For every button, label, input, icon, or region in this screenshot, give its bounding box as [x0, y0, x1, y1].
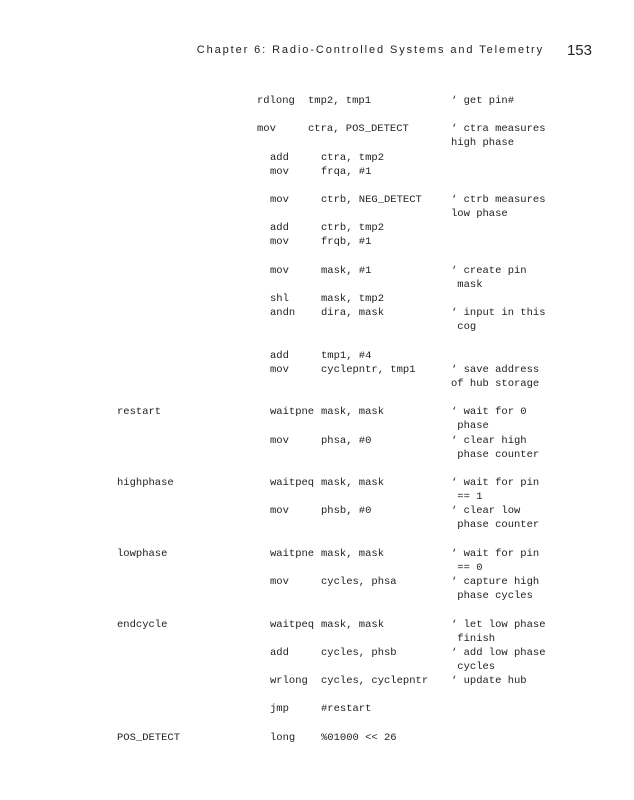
code-comment: ‘ save address	[451, 364, 540, 376]
code-operands: phsa, #0	[321, 435, 372, 447]
code-line	[0, 504, 634, 531]
code-comment: ‘ add low phase	[451, 647, 546, 659]
code-instruction: waitpne	[270, 406, 315, 418]
code-line	[0, 547, 634, 574]
code-instruction: mov	[270, 166, 289, 178]
code-operands: tmp1, #4	[321, 350, 372, 362]
code-line	[0, 604, 634, 631]
code-instruction: mov	[257, 123, 276, 135]
code-comment: high phase	[451, 137, 515, 149]
code-comment: mask	[451, 279, 483, 291]
code-operands: %01000 << 26	[321, 732, 397, 744]
code-instruction: wrlong	[270, 675, 308, 687]
code-operands: mask, mask	[321, 619, 385, 631]
code-line	[0, 618, 634, 645]
code-comment: == 0	[451, 562, 483, 574]
code-line	[0, 335, 634, 362]
code-operands: ctra, tmp2	[321, 152, 385, 164]
code-comment: ‘ ctrb measures	[451, 194, 546, 206]
code-line	[0, 264, 634, 291]
code-instruction: rdlong	[257, 95, 295, 107]
code-operands: phsb, #0	[321, 505, 372, 517]
code-line	[0, 292, 634, 319]
code-instruction: mov	[270, 194, 289, 206]
code-label: highphase	[117, 477, 174, 489]
code-line	[0, 434, 634, 461]
code-comment: ‘ ctra measures	[451, 123, 546, 135]
code-comment: phase cycles	[451, 590, 533, 602]
code-line	[0, 660, 634, 687]
code-operands: frqa, #1	[321, 166, 372, 178]
code-comment: of hub storage	[451, 378, 540, 390]
code-line	[0, 391, 634, 418]
code-operands: cycles, phsb	[321, 647, 397, 659]
code-line	[0, 420, 634, 447]
code-operands: ctrb, tmp2	[321, 222, 385, 234]
code-comment: low phase	[451, 208, 508, 220]
code-label: lowphase	[117, 548, 168, 560]
code-line	[0, 363, 634, 390]
code-instruction: add	[270, 350, 289, 362]
code-comment: ‘ wait for 0	[451, 406, 527, 418]
code-line	[0, 137, 634, 164]
code-comment: ‘ clear low	[451, 505, 521, 517]
code-instruction: add	[270, 222, 289, 234]
code-operands: tmp2, tmp1	[308, 95, 372, 107]
page-number: 153	[566, 42, 592, 59]
code-line	[0, 462, 634, 489]
code-comment: cog	[451, 321, 477, 333]
code-comment: ‘ let low phase	[451, 619, 546, 631]
code-comment: ‘ get pin#	[451, 95, 515, 107]
code-comment: ‘ wait for pin	[451, 477, 540, 489]
code-line	[0, 405, 634, 432]
code-label: restart	[117, 406, 162, 418]
code-line	[0, 179, 634, 206]
code-operands: mask, mask	[321, 406, 385, 418]
code-comment: phase	[451, 420, 489, 432]
code-comment: phase counter	[451, 519, 540, 531]
code-line	[0, 717, 634, 744]
code-operands: dira, mask	[321, 307, 385, 319]
code-instruction: waitpeq	[270, 619, 315, 631]
code-operands: cyclepntr, tmp1	[321, 364, 416, 376]
code-line	[0, 108, 634, 135]
code-operands: #restart	[321, 703, 372, 715]
code-line	[0, 278, 634, 305]
code-comment: ‘ create pin	[451, 265, 527, 277]
code-instruction: waitpeq	[270, 477, 315, 489]
code-line	[0, 221, 634, 248]
code-label: POS_DETECT	[117, 732, 181, 744]
code-operands: cycles, cyclepntr	[321, 675, 429, 687]
code-comment: phase counter	[451, 449, 540, 461]
code-line	[0, 561, 634, 588]
code-line	[0, 306, 634, 333]
code-line	[0, 533, 634, 560]
code-operands: cycles, phsa	[321, 576, 397, 588]
code-instruction: add	[270, 152, 289, 164]
code-instruction: mov	[270, 236, 289, 248]
code-operands: frqb, #1	[321, 236, 372, 248]
chapter-title: Chapter 6: Radio-Controlled Systems and Telemetry	[196, 44, 544, 56]
code-operands: ctrb, NEG_DETECT	[321, 194, 422, 206]
code-line	[0, 688, 634, 715]
code-line	[0, 490, 634, 517]
code-line	[0, 575, 634, 602]
code-comment: ‘ input in this	[451, 307, 546, 319]
code-operands: mask, tmp2	[321, 293, 385, 305]
code-instruction: add	[270, 647, 289, 659]
code-line	[0, 476, 634, 503]
code-line	[0, 193, 634, 220]
code-line	[0, 250, 634, 277]
code-label: endcycle	[117, 619, 168, 631]
code-comment: ‘ wait for pin	[451, 548, 540, 560]
code-operands: mask, mask	[321, 548, 385, 560]
code-operands: mask, mask	[321, 477, 385, 489]
code-comment: cycles	[451, 661, 496, 673]
code-comment: ‘ capture high	[451, 576, 540, 588]
code-line	[0, 349, 634, 376]
code-comment: ‘ update hub	[451, 675, 527, 687]
code-instruction: andn	[270, 307, 296, 319]
code-instruction: waitpne	[270, 548, 315, 560]
code-comment: == 1	[451, 491, 483, 503]
code-instruction: mov	[270, 505, 289, 517]
code-instruction: shl	[270, 293, 289, 305]
code-instruction: jmp	[270, 703, 289, 715]
code-instruction: mov	[270, 435, 289, 447]
code-line	[0, 632, 634, 659]
code-instruction: mov	[270, 364, 289, 376]
code-operands: mask, #1	[321, 265, 372, 277]
code-line	[0, 122, 634, 149]
code-line	[0, 80, 634, 107]
code-line	[0, 646, 634, 673]
code-comment: finish	[451, 633, 496, 645]
code-line	[0, 151, 634, 178]
code-comment: ‘ clear high	[451, 435, 527, 447]
code-line	[0, 207, 634, 234]
code-instruction: mov	[270, 265, 289, 277]
code-operands: ctra, POS_DETECT	[308, 123, 409, 135]
code-instruction: long	[270, 732, 296, 744]
code-instruction: mov	[270, 576, 289, 588]
